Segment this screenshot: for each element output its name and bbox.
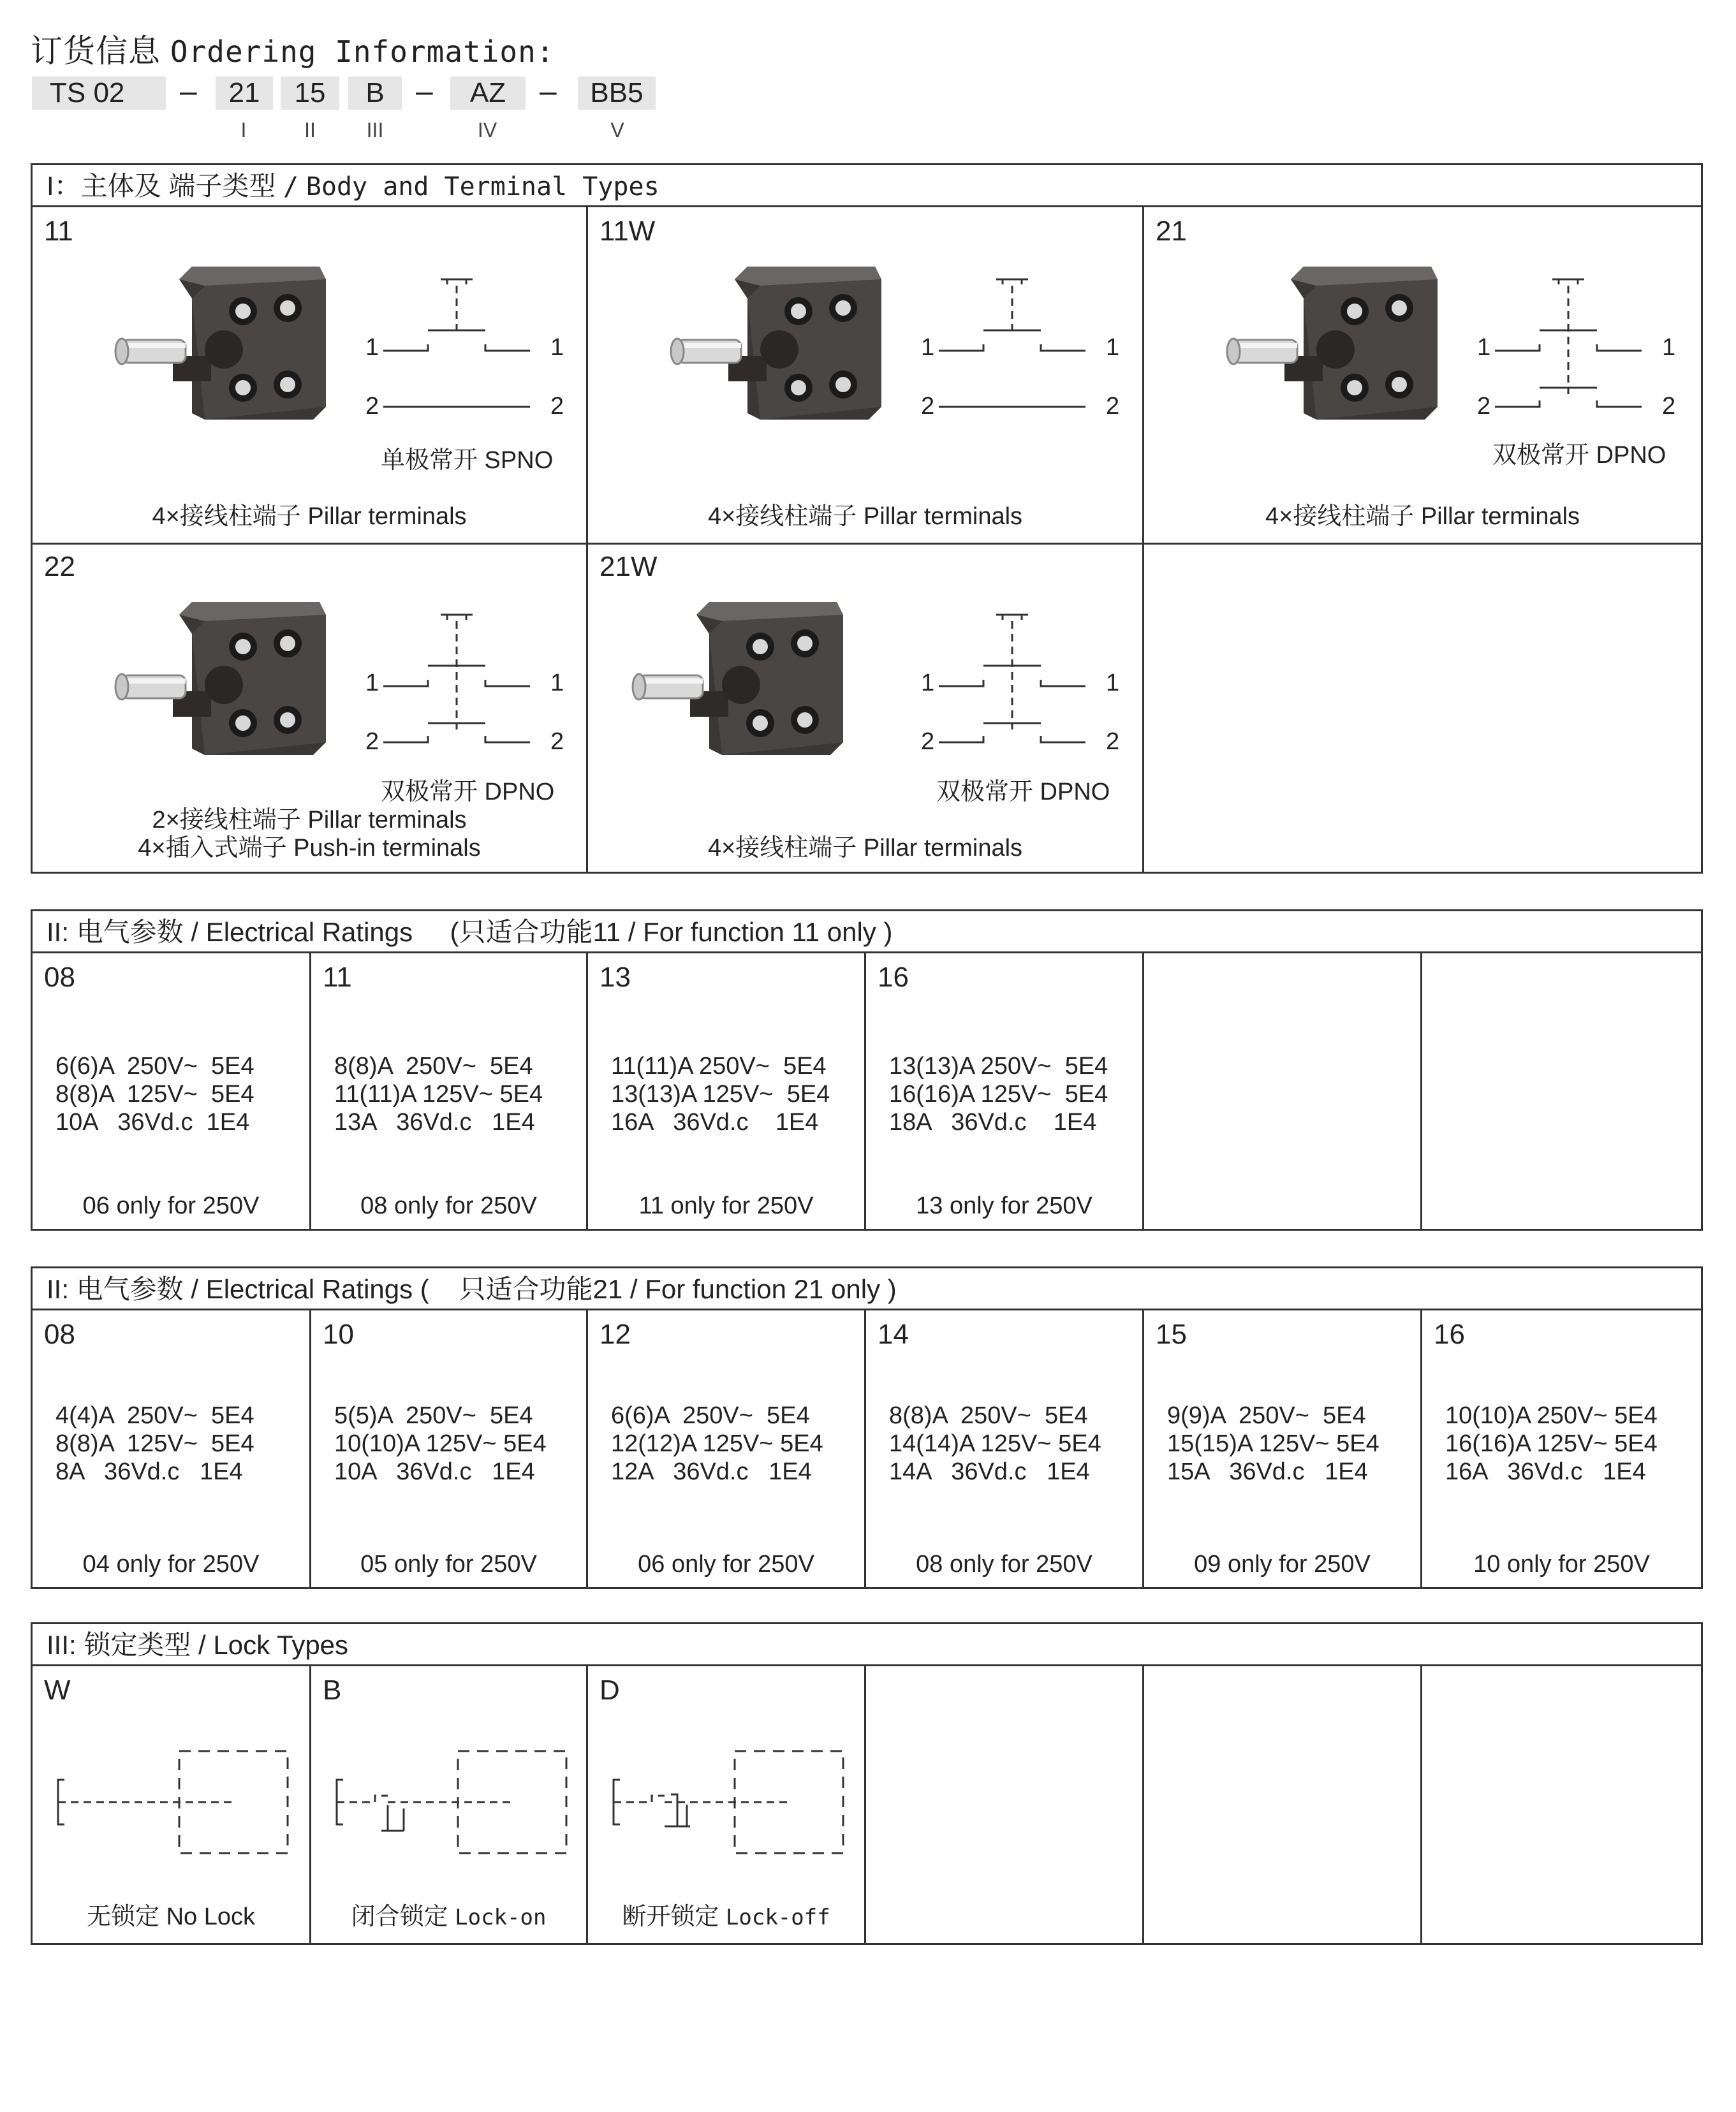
rating-line: 16(16)A 125V~ 5E4 [889,1081,1108,1108]
rating-lines [1167,1402,1379,1486]
title-en: Ordering Information: [170,34,555,69]
switch-body-image [109,596,339,761]
divider [1420,1666,1422,1943]
rating-line: 16A 36Vd.c 1E4 [611,1109,819,1136]
code-separator: – [180,75,197,108]
rating-note: 09 only for 250V [1194,1551,1371,1578]
terminal-label: 1 [1106,670,1120,696]
divider [864,1666,866,1943]
roman-label: II [304,119,316,142]
rating-cell-16[interactable] [1422,1312,1701,1587]
terminal-label: 1 [921,670,935,696]
terminal-caption: 4×接线柱端子 Pillar terminals [1265,503,1580,530]
divider [1142,1666,1144,1943]
terminal-label: 1 [1662,334,1676,361]
rating-cell-08[interactable] [33,955,309,1229]
terminal-label: 1 [550,334,564,361]
body-type-code: 21 [1156,216,1187,247]
terminal-label: 2 [921,728,935,755]
rating-code: 08 [44,1319,75,1350]
roman-label: V [610,119,624,142]
terminal-label: 1 [550,670,564,696]
dpno-circuit-diagram [345,608,575,774]
rating-lines [611,1402,823,1486]
rating-line: 10A 36Vd.c 1E4 [334,1458,535,1485]
rating-line: 18A 36Vd.c 1E4 [889,1109,1097,1136]
rating-cell-10[interactable] [311,1312,586,1587]
page-title [31,26,555,71]
terminal-label: 1 [1106,334,1120,361]
rating-line: 9(9)A 250V~ 5E4 [1167,1402,1366,1429]
rating-lines [334,1052,543,1136]
rating-line: 8(8)A 250V~ 5E4 [889,1402,1088,1429]
lock-code: D [600,1675,620,1706]
rating-cell-12[interactable] [588,1312,864,1587]
rating-line: 8A 36Vd.c 1E4 [55,1458,243,1485]
terminal-caption: 4×接线柱端子 Pillar terminals [707,835,1023,862]
terminal-label: 2 [1662,393,1676,420]
rating-line: 10A 36Vd.c 1E4 [55,1109,250,1136]
lock-types-panel [31,1622,1703,1945]
body-type-cell-22[interactable] [33,545,586,872]
code-part-2: 15 [281,77,339,110]
body-types-panel [31,163,1703,874]
rating-line: 6(6)A 250V~ 5E4 [55,1053,254,1080]
rating-cell-11[interactable] [311,955,586,1229]
rating-lines [611,1052,830,1136]
rating-lines [334,1402,547,1486]
rating-cell-14[interactable] [866,1312,1142,1587]
rating-note: 08 only for 250V [916,1551,1092,1578]
roman-label: I [240,119,247,142]
terminal-label: 2 [365,393,379,420]
spno-circuit-diagram [901,273,1130,439]
rating-code: 13 [600,962,631,993]
switch-body-image [626,596,856,761]
rating-note: 11 only for 250V [638,1192,814,1219]
rating-note: 05 only for 250V [360,1551,537,1578]
rating-line: 14(14)A 125V~ 5E4 [889,1430,1101,1457]
terminal-caption: 4×接线柱端子 Pillar terminals [707,503,1023,530]
terminal-label: 1 [1477,334,1491,361]
body-type-cell-21[interactable] [1144,209,1701,543]
body-types-heading: I：主体及 端子类型 / Body and Terminal Types [33,165,1701,207]
ratings-21-panel [31,1266,1703,1589]
rating-line: 12(12)A 125V~ 5E4 [611,1430,823,1457]
rating-code: 14 [878,1319,909,1350]
rating-line: 13A 36Vd.c 1E4 [334,1109,535,1136]
ratings-11-panel [31,909,1703,1231]
rating-note: 06 only for 250V [638,1551,814,1578]
terminal-label: 2 [1477,393,1491,420]
rating-code: 12 [600,1319,631,1350]
rating-lines [55,1402,254,1486]
rating-lines [55,1052,254,1136]
diagram-label: 双极常开 DPNO [936,779,1110,805]
rating-line: 4(4)A 250V~ 5E4 [55,1402,254,1429]
body-type-code: 22 [44,551,75,582]
rating-line: 16(16)A 125V~ 5E4 [1445,1430,1658,1457]
rating-line: 13(13)A 250V~ 5E4 [889,1053,1108,1080]
terminal-label: 1 [365,670,379,696]
rating-line: 16A 36Vd.c 1E4 [1445,1458,1646,1485]
dpno-circuit-diagram [901,608,1130,774]
roman-label: IV [477,119,497,142]
lock-cell-w[interactable] [33,1668,309,1943]
code-part-1: 21 [216,77,273,110]
body-type-cell-21w[interactable] [588,545,1142,872]
body-type-code: 11 [44,216,73,247]
rating-code: 16 [1434,1319,1465,1350]
rating-lines [889,1402,1101,1486]
code-part-3: B [348,77,402,110]
switch-body-image [665,260,894,426]
code-part-5: BB5 [578,77,656,110]
rating-note: 04 only for 250V [82,1551,260,1578]
lock-types-heading: III: 锁定类型 / Lock Types [33,1624,1701,1666]
terminal-caption: 4×接线柱端子 Pillar terminals [152,503,467,530]
body-type-code: 21W [600,551,658,582]
lock-on-diagram [330,1738,573,1866]
body-type-cell-11[interactable] [33,209,586,543]
switch-body-image [109,260,339,426]
rating-line: 8(8)A 125V~ 5E4 [55,1430,254,1457]
rating-line: 5(5)A 250V~ 5E4 [334,1402,533,1429]
terminal-label: 2 [921,393,935,420]
rating-lines [889,1052,1108,1136]
code-separator: – [540,75,557,108]
rating-line: 6(6)A 250V~ 5E4 [611,1402,810,1429]
rating-line: 11(11)A 250V~ 5E4 [611,1053,827,1080]
rating-line: 11(11)A 125V~ 5E4 [334,1081,543,1108]
lock-cell-d[interactable] [588,1668,864,1943]
lock-caption: 断开锁定 Lock-off [622,1903,830,1930]
rating-code: 15 [1156,1319,1187,1350]
rating-lines [1445,1402,1658,1486]
rating-cell-15[interactable] [1144,1312,1420,1587]
terminal-label: 2 [1106,393,1120,420]
rating-cell-16[interactable] [866,955,1142,1229]
body-type-code: 11W [600,216,656,247]
lock-code: W [44,1675,71,1706]
rating-line: 15(15)A 125V~ 5E4 [1167,1430,1379,1457]
lock-caption: 闭合锁定 Lock-on [351,1903,547,1930]
lock-code: B [323,1675,342,1706]
rating-code: 11 [323,962,352,993]
rating-line: 14A 36Vd.c 1E4 [889,1458,1090,1485]
rating-note: 10 only for 250V [1473,1551,1650,1578]
ratings-21-heading: II: 电气参数 / Electrical Ratings ( 只适合功能21 / For function 21 only ) [33,1268,1701,1310]
diagram-label: 双极常开 DPNO [1492,442,1666,469]
terminal-label: 2 [365,728,379,755]
switch-body-image [1221,260,1450,426]
rating-line: 15A 36Vd.c 1E4 [1167,1458,1368,1485]
terminal-caption-2: 4×插入式端子 Push-in terminals [138,835,481,862]
terminal-label: 2 [550,728,564,755]
body-type-cell-11w[interactable] [588,209,1142,543]
terminal-label: 2 [1106,728,1120,755]
divider [1420,953,1422,1229]
rating-cell-13[interactable] [588,955,864,1229]
rating-line: 12A 36Vd.c 1E4 [611,1458,812,1485]
code-series: TS 02 [32,77,166,110]
title-cn: 订货信息 [31,33,161,69]
diagram-label: 单极常开 SPNO [381,447,554,474]
lock-caption: 无锁定 No Lock [87,1903,255,1930]
terminal-caption: 2×接线柱端子 Pillar terminals [152,807,467,833]
no-lock-diagram [52,1738,294,1866]
spno-circuit-diagram [345,273,575,439]
ratings-11-heading: II: 电气参数 / Electrical Ratings (只适合功能11 / For function 11 only ) [33,911,1701,953]
divider [1142,953,1144,1229]
code-separator: – [416,75,433,108]
rating-code: 08 [44,962,75,993]
rating-line: 13(13)A 125V~ 5E4 [611,1081,830,1108]
rating-line: 10(10)A 250V~ 5E4 [1445,1402,1658,1429]
dpno-circuit-diagram [1457,273,1686,439]
rating-line: 8(8)A 125V~ 5E4 [55,1081,254,1108]
rating-line: 10(10)A 125V~ 5E4 [334,1430,547,1457]
rating-code: 16 [878,962,909,993]
rating-cell-08[interactable] [33,1312,309,1587]
lock-cell-b[interactable] [311,1668,586,1943]
roman-label: III [366,119,384,142]
rating-note: 13 only for 250V [916,1192,1092,1219]
diagram-label: 双极常开 DPNO [381,779,555,805]
lock-off-diagram [607,1738,850,1866]
rating-note: 06 only for 250V [82,1192,260,1219]
terminal-label: 1 [921,334,935,361]
rating-note: 08 only for 250V [360,1192,537,1219]
code-part-4: AZ [450,77,526,110]
terminal-label: 2 [550,393,564,420]
rating-line: 8(8)A 250V~ 5E4 [334,1053,533,1080]
rating-code: 10 [323,1319,354,1350]
terminal-label: 1 [365,334,379,361]
